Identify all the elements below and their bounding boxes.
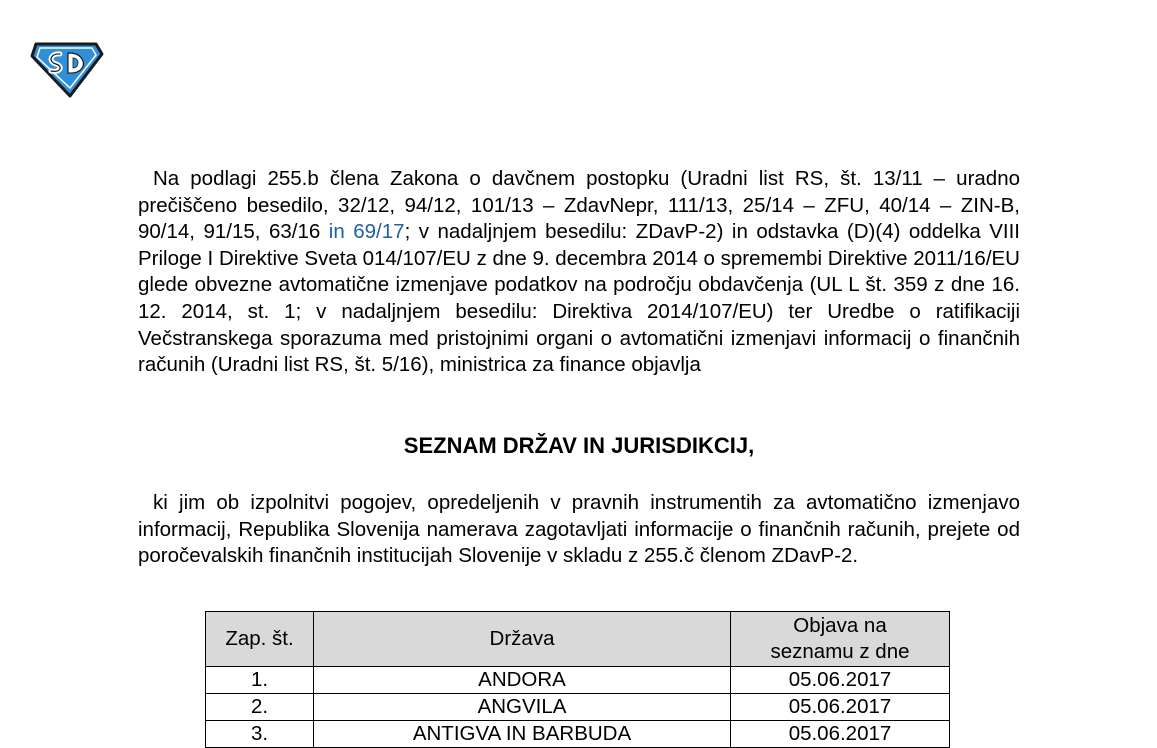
table-row	[206, 667, 950, 694]
row-date: 05.06.2017	[731, 694, 950, 721]
row-number: 1.	[206, 667, 314, 694]
diamond-logo-icon	[30, 40, 104, 100]
row-country: ANDORA	[314, 667, 731, 694]
row-number: 2.	[206, 694, 314, 721]
header-date-line1: Objava na	[793, 614, 887, 637]
company-logo	[30, 40, 104, 100]
intro-paragraph	[138, 166, 1020, 379]
intro-text-end: ; v nadaljnjem besedilu: ZDavP-2) in odstavka (D)(4) oddelka VIII Priloge I Direktive Sveta 014/107/EU z dne 9. decembra 2014 o spremembi Direktive 2011/16/EU glede obvezne avtomatične izmenjave podatkov na področju obdavčenja (UL L št. 359 z dne 16. 12. 2014, st. 1; v nadaljnjem besedilu: Direktiva 2014/107/EU) ter Uredbe o ratifikaciji Večstranskega sporazuma med pristojnimi organi o avtomatični izmenjavi informacij o finančnih računih (Uradni list RS, št. 5/16), ministrica za finance objavlja	[138, 220, 1020, 377]
table-row	[206, 694, 950, 721]
row-country: ANTIGVA IN BARBUDA	[314, 721, 731, 748]
header-number: Zap. št.	[206, 612, 314, 667]
document-heading: SEZNAM DRŽAV IN JURISDIKCIJ,	[403, 433, 755, 458]
header-date-line2: seznamu z dne	[770, 640, 910, 663]
row-date: 05.06.2017	[731, 721, 950, 748]
amendment-link[interactable]: in 69/17	[328, 220, 405, 244]
header-date	[731, 612, 950, 667]
body-paragraph	[138, 490, 1020, 570]
table-header-row	[206, 612, 950, 667]
country-table	[205, 611, 950, 748]
header-country: Država	[314, 612, 731, 667]
row-date: 05.06.2017	[731, 667, 950, 694]
intro-text-start: Na podlagi 255.b člena Zakona o davčnem postopku (Uradni list RS, št. 13/11 – uradno prečiščeno besedilo, 32/12, 94/12, 101/13 – ZdavNepr, 111/13, 25/14 – ZFU, 40/14 – ZIN-B, 90/14, 91/15, 63/16	[138, 167, 1020, 244]
body-text: ki jim ob izpolnitvi pogojev, opredeljenih v pravnih instrumentih za avtomatično izmenjavo informacij, Republika Slovenija namerava zagotavljati informacije o finančnih računih, prejete od poročevalskih finančnih institucijah Slovenije v skladu z 255.č členom ZDavP-2.	[138, 491, 1020, 568]
table-row	[206, 721, 950, 748]
row-number: 3.	[206, 721, 314, 748]
row-country: ANGVILA	[314, 694, 731, 721]
